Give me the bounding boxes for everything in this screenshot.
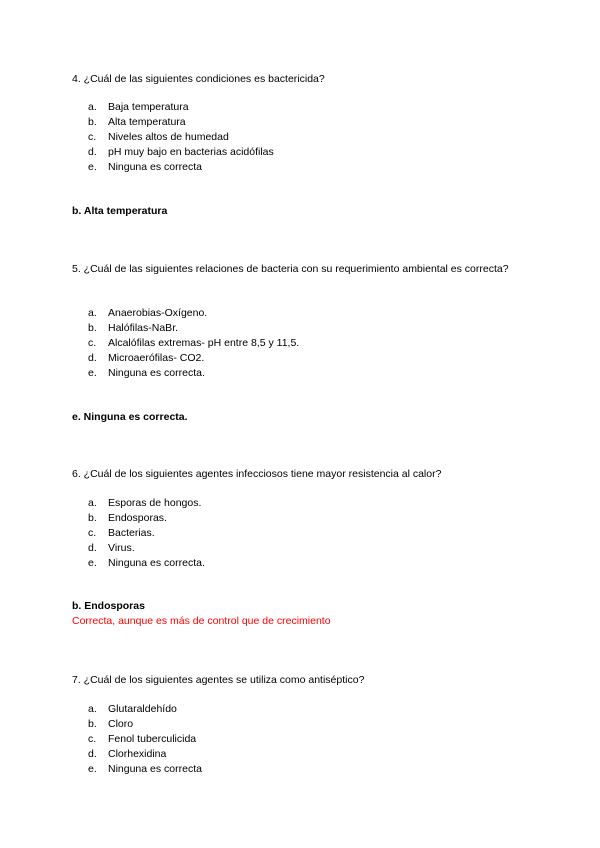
- option-letter: e.: [88, 367, 97, 379]
- option-text: Alta temperatura: [108, 116, 186, 128]
- option-5e: [88, 366, 299, 381]
- option-4b: [88, 115, 274, 130]
- option-6e: [88, 556, 205, 571]
- question-4-answer: b. Alta temperatura: [72, 205, 168, 217]
- option-letter: a.: [88, 497, 97, 509]
- question-7-text: 7. ¿Cuál de los siguientes agentes se utiliza como antiséptico?: [72, 674, 365, 686]
- option-5a: [88, 306, 299, 321]
- option-letter: d.: [88, 748, 97, 760]
- option-6a: [88, 496, 205, 511]
- option-letter: b.: [88, 718, 97, 730]
- question-4: [72, 72, 528, 87]
- option-text: Ninguna es correcta.: [108, 367, 205, 379]
- question-5-options: [88, 306, 299, 381]
- option-text: pH muy bajo en bacterias acidófilas: [108, 146, 274, 158]
- option-text: Ninguna es correcta.: [108, 557, 205, 569]
- option-letter: e.: [88, 161, 97, 173]
- option-letter: c.: [88, 733, 97, 745]
- option-letter: b.: [88, 116, 97, 128]
- option-7b: [88, 717, 202, 732]
- option-text: Baja temperatura: [108, 101, 189, 113]
- option-6b: [88, 511, 205, 526]
- question-6-text: 6. ¿Cuál de los siguientes agentes infecciosos tiene mayor resistencia al calor?: [72, 468, 442, 480]
- question-4-options: [88, 100, 274, 175]
- option-letter: b.: [88, 512, 97, 524]
- question-7-options: [88, 702, 202, 777]
- option-text: Niveles altos de humedad: [108, 131, 229, 143]
- option-text: Bacterias.: [108, 527, 155, 539]
- question-5-text: 5. ¿Cuál de las siguientes relaciones de bacteria con su requerimiento ambiental es correcta?: [72, 263, 509, 275]
- option-letter: e.: [88, 763, 97, 775]
- question-6-answer: b. Endosporas: [72, 600, 145, 612]
- option-letter: a.: [88, 307, 97, 319]
- option-5d: [88, 351, 299, 366]
- option-letter: d.: [88, 542, 97, 554]
- question-6: [72, 467, 528, 482]
- option-6c: [88, 526, 205, 541]
- question-4-text: 4. ¿Cuál de las siguientes condiciones es bactericida?: [72, 73, 325, 85]
- option-text: Cloro: [108, 718, 134, 730]
- option-letter: c.: [88, 527, 97, 539]
- question-5: [72, 262, 528, 277]
- option-text: Fenol tuberculicida: [108, 733, 197, 745]
- option-7c: [88, 732, 202, 747]
- option-4d: [88, 145, 274, 160]
- option-letter: d.: [88, 146, 97, 158]
- option-text: Esporas de hongos.: [108, 497, 202, 509]
- option-4e: [88, 160, 274, 175]
- option-text: Ninguna es correcta: [108, 161, 202, 173]
- question-7: [72, 673, 528, 688]
- option-text: Microaerófilas- CO2.: [108, 352, 205, 364]
- option-text: Clorhexidina: [108, 748, 167, 760]
- option-6d: [88, 541, 205, 556]
- option-text: Halófilas-NaBr.: [108, 322, 179, 334]
- option-text: Glutaraldehído: [108, 703, 177, 715]
- option-text: Alcalófilas extremas- pH entre 8,5 y 11,5.: [108, 337, 300, 349]
- option-letter: c.: [88, 337, 97, 349]
- option-7a: [88, 702, 202, 717]
- option-4a: [88, 100, 274, 115]
- question-5-answer: e. Ninguna es correcta.: [72, 411, 188, 423]
- option-5c: [88, 336, 299, 351]
- option-text: Virus.: [108, 542, 135, 554]
- option-letter: a.: [88, 101, 97, 113]
- option-text: Endosporas.: [108, 512, 167, 524]
- option-7e: [88, 762, 202, 777]
- option-letter: b.: [88, 322, 97, 334]
- option-letter: e.: [88, 557, 97, 569]
- question-6-comment: Correcta, aunque es más de control que de crecimiento: [72, 615, 331, 627]
- option-text: Anaerobias-Oxígeno.: [108, 307, 208, 319]
- option-letter: d.: [88, 352, 97, 364]
- option-letter: a.: [88, 703, 97, 715]
- question-6-options: [88, 496, 205, 571]
- option-text: Ninguna es correcta: [108, 763, 202, 775]
- option-letter: c.: [88, 131, 97, 143]
- option-7d: [88, 747, 202, 762]
- option-5b: [88, 321, 299, 336]
- option-4c: [88, 130, 274, 145]
